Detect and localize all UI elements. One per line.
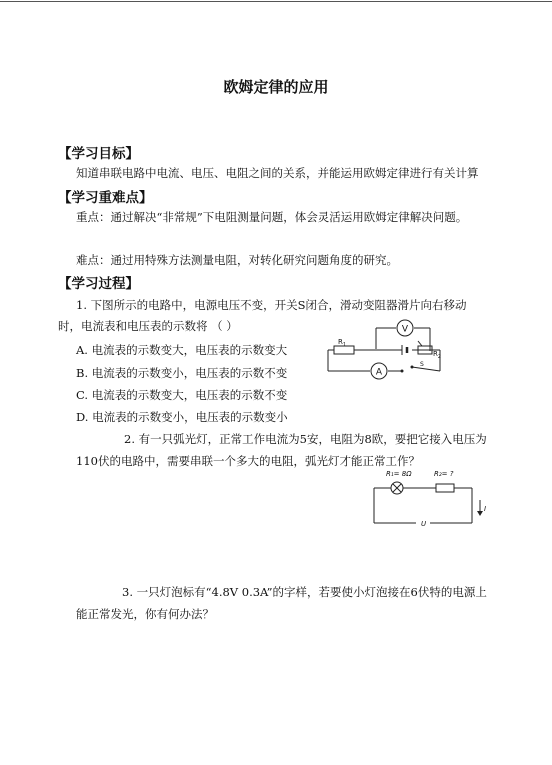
q2-line2: 110伏的电路中，需要串联一个多大的电阻，弧光灯才能正常工作？: [76, 454, 420, 468]
q1-option-d: D. 电流表的示数变小，电压表的示数变小: [76, 410, 288, 424]
switch-label: S: [420, 361, 424, 368]
r1-subscript: 1: [342, 342, 347, 348]
q1-circuit-diagram: [318, 315, 446, 385]
difficulty-text: 难点：通过用特殊方法测量电阻，对转化研究问题角度的研究。: [76, 253, 398, 267]
q1-option-a: A. 电流表的示数变大，电压表的示数变大: [76, 343, 288, 357]
q1-option-c: C. 电流表的示数变大，电压表的示数不变: [76, 388, 288, 402]
section-heading-process: 【学习过程】: [58, 276, 139, 292]
voltage-label: U: [421, 520, 427, 528]
section-heading-key: 【学习重难点】: [58, 190, 153, 206]
q1-line2: 时，电流表和电压表的示数将 （ ）: [58, 319, 238, 333]
section-heading-goal: 【学习目标】: [58, 146, 139, 162]
q2-circuit-diagram: [366, 466, 496, 538]
r1-label: R: [338, 338, 343, 346]
q3-line2: 能正常发光，你有何办法？: [76, 607, 214, 621]
current-label: I: [484, 505, 487, 513]
q3-line1: 3. 一只灯泡标有“4.8V 0.3A”的字样，若要使小灯泡接在6伏特的电源上: [122, 585, 487, 599]
voltmeter-symbol: V: [401, 324, 409, 335]
q1-line1: 1. 下图所示的电路中，电源电压不变，开关S闭合，滑动变阻器滑片向右移动: [76, 298, 467, 312]
r2-subscript: 2: [437, 354, 442, 360]
ammeter-symbol: A: [375, 367, 383, 378]
q1-option-b: B. 电流表的示数变小，电压表的示数不变: [76, 366, 288, 380]
q2-line1: 2. 有一只弧光灯，正常工作电流为5安，电阻为8欧，要把它接入电压为: [124, 432, 487, 446]
focus-text: 重点：通过解决“非常规”下电阻测量问题，体会灵活运用欧姆定律解决问题。: [76, 210, 468, 224]
page-top-border: [0, 1, 552, 2]
r2-value-label: R₂= ?: [434, 470, 454, 478]
goal-text: 知道串联电路中电流、电压、电阻之间的关系，并能运用欧姆定律进行有关计算: [76, 166, 479, 180]
page-title: 欧姆定律的应用: [223, 78, 329, 96]
r1-value-label: R₁= 8Ω: [386, 470, 412, 478]
r2-label: R: [433, 350, 438, 358]
